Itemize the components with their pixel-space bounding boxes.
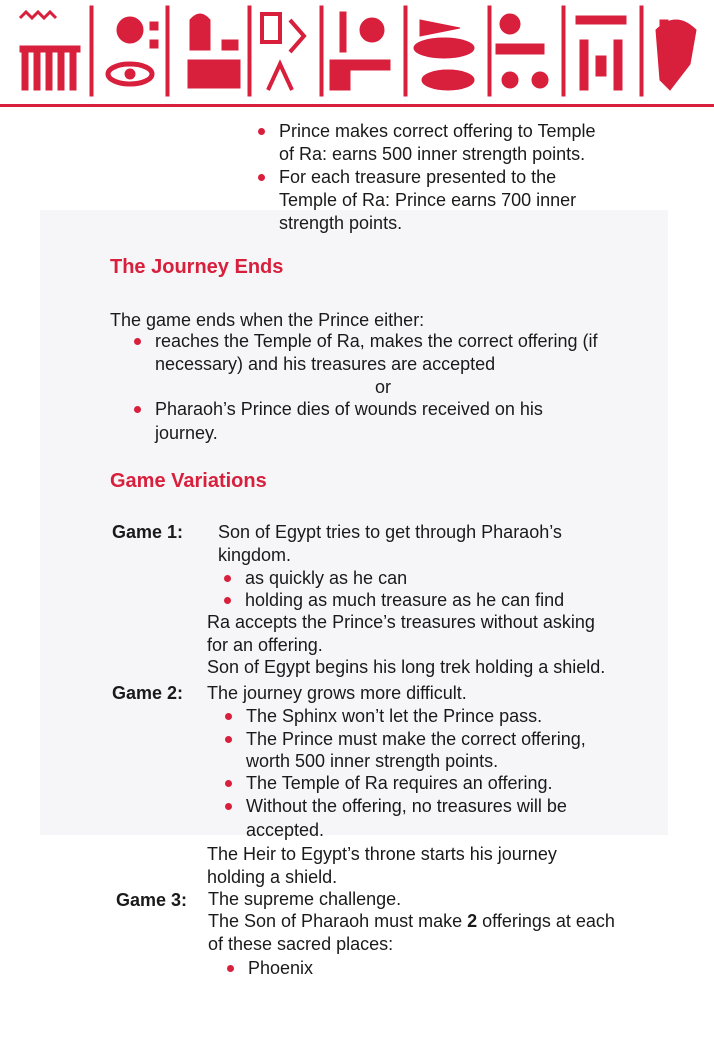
list-item-cont: Temple of Ra: Prince earns 700 inner (279, 190, 577, 210)
list-item: The Prince must make the correct offering, (246, 729, 586, 749)
list-item-cont: worth 500 inner strength points. (246, 751, 499, 771)
journey-heading: The Journey Ends (110, 256, 284, 278)
game3-line2-a: The Son of Pharaoh must make (208, 911, 468, 931)
list-item: Without the offering, no treasures will be (246, 796, 567, 816)
list-item: holding as much treasure as he can find (245, 590, 565, 610)
game1-after: for an offering. (207, 635, 323, 655)
list-item: reaches the Temple of Ra, makes the correct offering (if (155, 331, 598, 351)
list-item: Prince makes correct offering to Temple (279, 121, 596, 141)
game3-label: Game 3: (116, 890, 188, 910)
list-item: Pharaoh’s Prince dies of wounds received on his (155, 399, 543, 419)
list-item: For each treasure presented to the (279, 167, 557, 187)
game3-line2 (208, 910, 615, 933)
game1-line: kingdom. (218, 545, 292, 565)
game2-after: holding a shield. (207, 867, 338, 887)
list-item: The Sphinx won’t let the Prince pass. (246, 706, 543, 726)
list-item-cont: journey. (155, 423, 218, 443)
list-item-cont: of Ra: earns 500 inner strength points. (279, 144, 586, 164)
list-item: The Temple of Ra requires an offering. (246, 773, 553, 793)
game3-line: The supreme challenge. (208, 889, 402, 909)
list-item-cont: accepted. (246, 820, 325, 840)
game3-line3: of these sacred places: (208, 934, 394, 954)
hieroglyph-banner (0, 0, 714, 107)
variations-heading: Game Variations (110, 470, 267, 492)
list-item-cont: necessary) and his treasures are accepted (155, 354, 496, 374)
journey-intro: The game ends when the Prince either: (110, 310, 425, 330)
game1-after: Son of Egypt begins his long trek holding a shield. (207, 657, 606, 677)
game2-line: The journey grows more difficult. (207, 683, 467, 703)
game1-label: Game 1: (112, 522, 184, 542)
game2-label: Game 2: (112, 683, 184, 703)
game1-line: Son of Egypt tries to get through Pharaoh’s (218, 522, 562, 542)
game3-line2-c: offerings at each (477, 911, 615, 931)
hieroglyph-icons (0, 0, 714, 104)
game3-line2-bold: 2 (467, 911, 478, 931)
game1-after: Ra accepts the Prince’s treasures without asking (207, 612, 595, 632)
list-item-cont: strength points. (279, 213, 403, 233)
list-item: as quickly as he can (245, 568, 408, 588)
game2-after: The Heir to Egypt’s throne starts his journey (207, 844, 557, 864)
list-item: Phoenix (248, 958, 314, 978)
or-text: or (375, 377, 392, 397)
